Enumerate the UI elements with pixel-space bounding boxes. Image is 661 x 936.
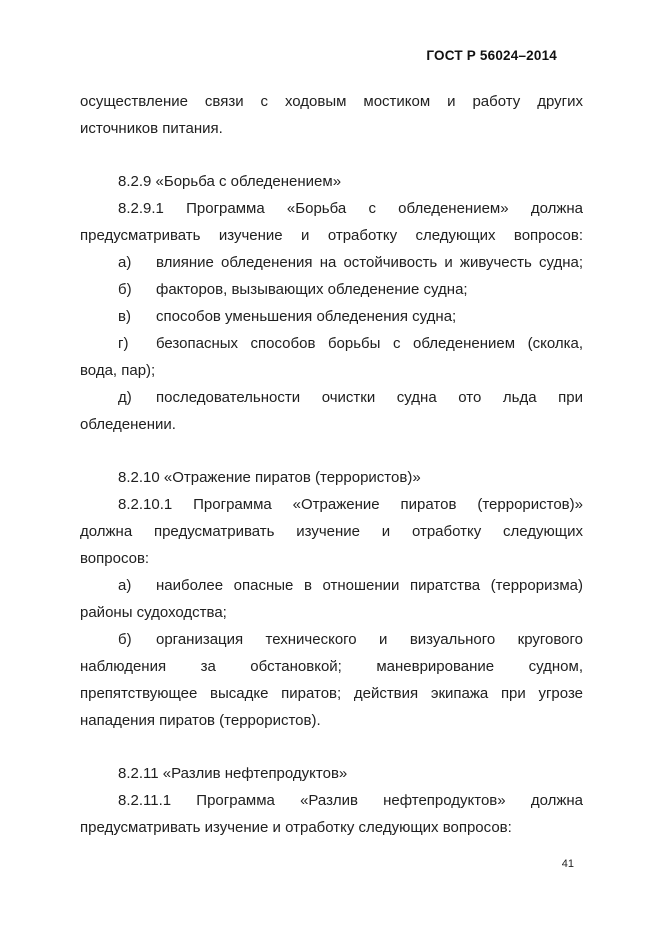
page-number: 41 bbox=[561, 858, 574, 870]
paragraph-8-2-11-1-line-1: 8.2.11.1 Программа «Разлив нефтепродуктов» должна bbox=[118, 792, 583, 809]
list-item-letter: б) bbox=[118, 631, 132, 648]
list-item-d-continuation: обледенении. bbox=[80, 416, 176, 433]
list-item-b bbox=[80, 276, 583, 303]
list-item-a bbox=[80, 249, 583, 276]
paragraph-gap bbox=[80, 734, 583, 760]
section-heading-8-2-11: 8.2.11 «Разлив нефтепродуктов» bbox=[118, 765, 348, 782]
list-item-v bbox=[80, 303, 583, 330]
list-item-a-continuation: районы судоходства; bbox=[80, 604, 227, 621]
list-item-g bbox=[80, 330, 583, 357]
list-item-text: безопасных способов борьбы с обледенением (сколка, bbox=[156, 335, 583, 352]
section-heading-8-2-10: 8.2.10 «Отражение пиратов (террористов)» bbox=[118, 469, 421, 486]
list-item-d bbox=[80, 384, 583, 411]
list-item-text: последовательности очистки судна ото льда при bbox=[156, 389, 583, 406]
paragraph-gap bbox=[80, 142, 583, 168]
list-item-text: организация технического и визуального кругового bbox=[156, 631, 583, 648]
list-item-text: наиболее опасные в отношении пиратства (терроризма) bbox=[156, 577, 583, 594]
list-item-letter: б) bbox=[118, 281, 132, 298]
list-item-letter: г) bbox=[118, 335, 129, 352]
list-item-text: факторов, вызывающих обледенение судна; bbox=[156, 281, 468, 298]
list-item-text: влияние обледенения на остойчивость и живучесть судна; bbox=[156, 254, 583, 271]
paragraph-8-2-10-1-line-3: вопросов: bbox=[80, 550, 150, 567]
paragraph-8-2-10-1-line-1: 8.2.10.1 Программа «Отражение пиратов (террористов)» bbox=[118, 496, 583, 513]
paragraph-gap bbox=[80, 438, 583, 464]
paragraph-8-2-10-1-line-2: должна предусматривать изучение и отработку следующих bbox=[80, 523, 583, 540]
standard-designation: ГОСТ Р 56024–2014 bbox=[426, 48, 557, 63]
list-item-a bbox=[80, 572, 583, 599]
intro-line-1: осуществление связи с ходовым мостиком и работу других bbox=[80, 93, 583, 110]
list-item-g-continuation: вода, пар); bbox=[80, 362, 156, 379]
paragraph-8-2-9-1-line-1: 8.2.9.1 Программа «Борьба с обледенением» должна bbox=[118, 200, 583, 217]
page-body bbox=[80, 88, 583, 841]
list-item-b-continuation-1: наблюдения за обстановкой; маневрирование судном, bbox=[80, 658, 583, 675]
section-heading-8-2-9: 8.2.9 «Борьба с обледенением» bbox=[118, 173, 342, 190]
list-item-letter: а) bbox=[118, 254, 132, 271]
paragraph-8-2-9-1-line-2: предусматривать изучение и отработку следующих вопросов: bbox=[80, 227, 583, 244]
list-item-b-continuation-3: нападения пиратов (террористов). bbox=[80, 712, 321, 729]
list-item-letter: д) bbox=[118, 389, 132, 406]
list-item-b-continuation-2: препятствующее высадке пиратов; действия экипажа при угрозе bbox=[80, 685, 583, 702]
list-item-b bbox=[80, 626, 583, 653]
intro-line-2: источников питания. bbox=[80, 120, 223, 137]
list-item-text: способов уменьшения обледенения судна; bbox=[156, 308, 457, 325]
list-item-letter: в) bbox=[118, 308, 131, 325]
paragraph-8-2-11-1-line-2: предусматривать изучение и отработку следующих вопросов: bbox=[80, 819, 512, 836]
list-item-letter: а) bbox=[118, 577, 132, 594]
